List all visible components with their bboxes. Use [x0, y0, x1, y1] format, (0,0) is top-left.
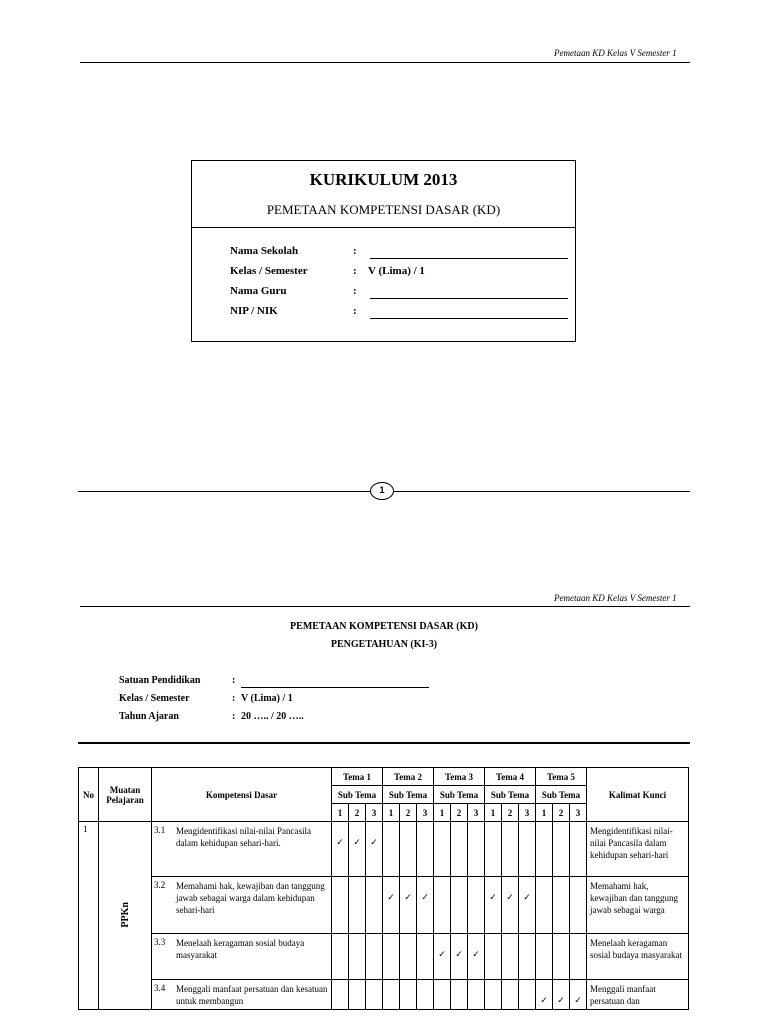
empty-check-cell: [434, 822, 451, 877]
kd-description: Mengidentifikasi nilai-nilai Pancasila dalam kehidupan sehari-hari.: [176, 826, 311, 848]
empty-check-cell: [366, 934, 383, 980]
empty-check-cell: [349, 934, 366, 980]
kd-cell: [152, 877, 332, 934]
empty-check-cell: [553, 877, 570, 934]
page1-header: Pemetaan KD Kelas V Semester 1: [554, 48, 677, 58]
page1-header-rule: [80, 62, 690, 63]
empty-check-cell: [417, 980, 434, 1010]
table-row: [79, 934, 689, 980]
subtema-number: 3: [366, 804, 383, 822]
empty-check-cell: [383, 822, 400, 877]
subtema-number: 2: [553, 804, 570, 822]
empty-check-cell: [553, 822, 570, 877]
col-header-muatan: Muatan Pelajaran: [99, 768, 152, 822]
subtema-number: 2: [502, 804, 519, 822]
col-header-tema-2: Tema 2: [383, 768, 434, 786]
empty-check-cell: [332, 980, 349, 1010]
empty-check-cell: [383, 980, 400, 1010]
empty-check-cell: [553, 934, 570, 980]
subtema-number: 2: [451, 804, 468, 822]
kalimat-kunci-cell: Memahami hak, kewajiban dan tanggung jawab sebagai warga: [587, 877, 689, 934]
subtema-number: 2: [349, 804, 366, 822]
empty-check-cell: [383, 934, 400, 980]
subtema-number: 3: [417, 804, 434, 822]
empty-check-cell: [349, 980, 366, 1010]
col-header-kalimat-kunci: Kalimat Kunci: [587, 768, 689, 822]
muatan-pelajaran-label: PPKn: [119, 901, 131, 928]
subtema-number: 3: [570, 804, 587, 822]
table-row: [79, 877, 689, 934]
empty-check-cell: [485, 934, 502, 980]
page2-header: Pemetaan KD Kelas V Semester 1: [554, 593, 677, 603]
subtema-number: 3: [468, 804, 485, 822]
kalimat-kunci-cell: Menggali manfaat persatuan dan: [587, 980, 689, 1010]
col-header-no: No: [79, 768, 99, 822]
col-header-tema-3: Tema 3: [434, 768, 485, 786]
check-mark-icon: ✓: [451, 934, 468, 980]
subtema-number: 1: [485, 804, 502, 822]
kd-number: 3.1: [154, 825, 166, 835]
empty-check-cell: [400, 980, 417, 1010]
check-mark-icon: ✓: [383, 877, 400, 934]
empty-check-cell: [519, 980, 536, 1010]
subtema-number: 3: [519, 804, 536, 822]
empty-check-cell: [434, 877, 451, 934]
kd-number: 3.2: [154, 880, 166, 890]
subtema-number: 2: [400, 804, 417, 822]
empty-check-cell: [519, 822, 536, 877]
empty-check-cell: [400, 934, 417, 980]
empty-check-cell: [536, 877, 553, 934]
empty-check-cell: [451, 877, 468, 934]
empty-check-cell: [468, 822, 485, 877]
kd-cell: [152, 980, 332, 1010]
empty-check-cell: [502, 934, 519, 980]
kd-number: 3.4: [154, 983, 166, 993]
page2-subtitle: PENGETAHUAN (KI-3): [330, 639, 438, 650]
empty-check-cell: [366, 877, 383, 934]
info-label: Tahun Ajaran: [119, 711, 179, 722]
col-header-subtema: Sub Tema: [434, 786, 485, 804]
table-row: [79, 822, 689, 877]
empty-check-cell: [451, 980, 468, 1010]
empty-check-cell: [417, 934, 434, 980]
col-header-tema-5: Tema 5: [536, 768, 587, 786]
cover-subtitle: PEMETAAN KOMPETENSI DASAR (KD): [266, 202, 501, 217]
check-mark-icon: ✓: [553, 980, 570, 1010]
kd-description: Memahami hak, kewajiban dan tanggung jawab sebagai warga dalam kehidupan sehari-hari: [176, 881, 325, 915]
cover-title: KURIKULUM 2013: [309, 170, 458, 189]
empty-check-cell: [400, 822, 417, 877]
field-label: Nama Guru: [230, 285, 287, 297]
check-mark-icon: ✓: [468, 934, 485, 980]
check-mark-icon: ✓: [485, 877, 502, 934]
check-mark-icon: ✓: [434, 934, 451, 980]
check-mark-icon: ✓: [332, 822, 349, 877]
empty-check-cell: [536, 934, 553, 980]
check-mark-icon: ✓: [570, 980, 587, 1010]
kd-number: 3.3: [154, 937, 166, 947]
kd-description: Menelaah keragaman sosial budaya masyarakat: [176, 938, 305, 960]
info-value: 20 ….. / 20 …..: [241, 711, 304, 722]
empty-check-cell: [451, 822, 468, 877]
empty-check-cell: [502, 980, 519, 1010]
empty-check-cell: [468, 980, 485, 1010]
table-row: [79, 980, 689, 1010]
check-mark-icon: ✓: [417, 877, 434, 934]
kd-cell: [152, 934, 332, 980]
info-label: Kelas / Semester: [119, 693, 190, 704]
col-header-tema-4: Tema 4: [485, 768, 536, 786]
empty-check-cell: [349, 877, 366, 934]
empty-check-cell: [536, 822, 553, 877]
kalimat-kunci-cell: Menelaah keragaman sosial budaya masyarakat: [587, 934, 689, 980]
empty-check-cell: [570, 822, 587, 877]
check-mark-icon: ✓: [519, 877, 536, 934]
check-mark-icon: ✓: [400, 877, 417, 934]
check-mark-icon: ✓: [536, 980, 553, 1010]
subtema-number: 1: [536, 804, 553, 822]
empty-check-cell: [485, 822, 502, 877]
info-label: Satuan Pendidikan: [119, 675, 201, 686]
col-header-kd: Kompetensi Dasar: [152, 768, 332, 822]
muatan-pelajaran-cell: [99, 822, 152, 1010]
check-mark-icon: ✓: [366, 822, 383, 877]
field-value: V (Lima) / 1: [368, 265, 425, 277]
empty-check-cell: [468, 877, 485, 934]
check-mark-icon: ✓: [502, 877, 519, 934]
kalimat-kunci-cell: Mengidentifikasi nilai-nilai Pancasila dalam kehidupan sehari-hari: [587, 822, 689, 877]
page2-title: PEMETAAN KOMPETENSI DASAR (KD): [290, 621, 478, 632]
kd-cell: [152, 822, 332, 877]
empty-check-cell: [417, 822, 434, 877]
col-header-tema-1: Tema 1: [332, 768, 383, 786]
empty-check-cell: [570, 934, 587, 980]
blank-line: [370, 258, 568, 259]
col-header-subtema: Sub Tema: [332, 786, 383, 804]
blank-line: [370, 298, 568, 299]
empty-check-cell: [434, 980, 451, 1010]
blank-line: [370, 318, 568, 319]
subtema-number: 1: [434, 804, 451, 822]
field-label: NIP / NIK: [230, 305, 278, 317]
empty-check-cell: [332, 934, 349, 980]
kd-mapping-table: [78, 767, 689, 1010]
check-mark-icon: ✓: [349, 822, 366, 877]
field-label: Kelas / Semester: [230, 265, 308, 277]
empty-check-cell: [519, 934, 536, 980]
empty-check-cell: [485, 980, 502, 1010]
empty-check-cell: [502, 822, 519, 877]
empty-check-cell: [332, 877, 349, 934]
page2-section-rule: [78, 742, 690, 744]
blank-line: [241, 687, 429, 688]
field-label: Nama Sekolah: [230, 245, 299, 257]
col-header-subtema: Sub Tema: [383, 786, 434, 804]
col-header-subtema: Sub Tema: [485, 786, 536, 804]
page2-header-rule: [80, 606, 690, 607]
page-number: 1: [370, 482, 394, 500]
col-header-subtema: Sub Tema: [536, 786, 587, 804]
info-value: V (Lima) / 1: [241, 693, 293, 704]
empty-check-cell: [570, 877, 587, 934]
empty-check-cell: [366, 980, 383, 1010]
cover-box: KURIKULUM 2013 PEMETAAN KOMPETENSI DASAR (KD) Nama Sekolah : Kelas / Semester : V (Lima) / 1 Nama Guru : NIP / NIK :: [191, 160, 576, 342]
kd-description: Menggali manfaat persatuan dan kesatuan untuk membangun: [176, 984, 328, 1006]
subtema-number: 1: [383, 804, 400, 822]
row-number: 1: [79, 822, 99, 1010]
subtema-number: 1: [332, 804, 349, 822]
cover-divider: [192, 227, 575, 228]
